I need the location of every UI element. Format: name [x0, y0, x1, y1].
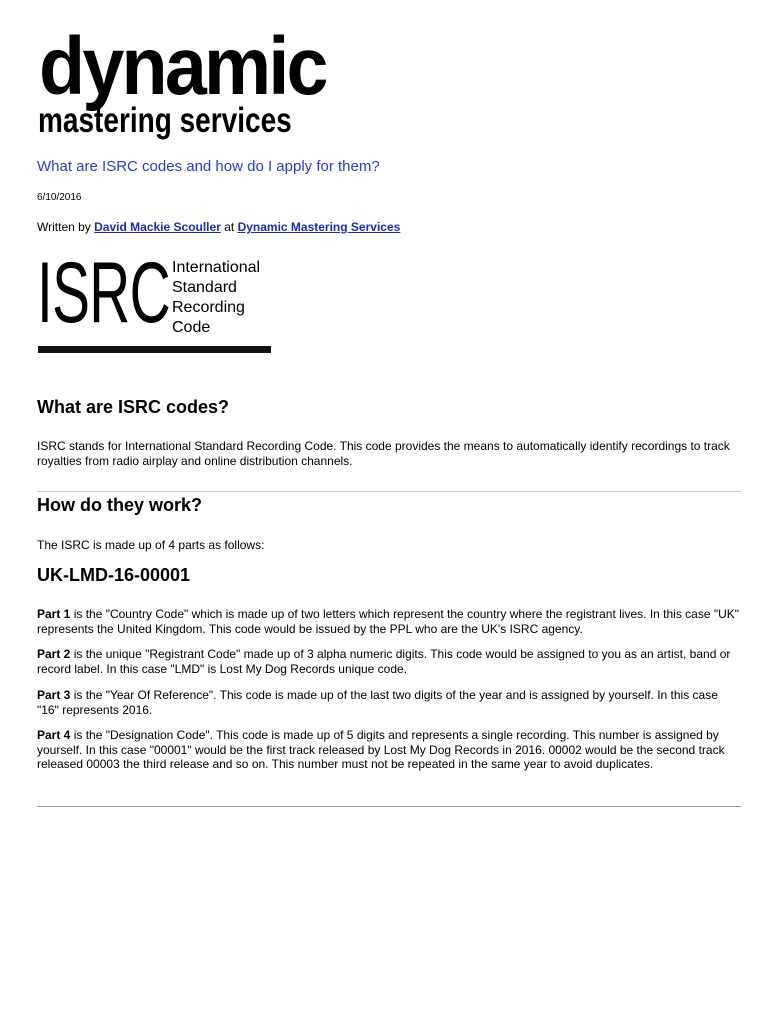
- isrc-logo-letters: ISRC: [37, 245, 170, 341]
- company-logo: [37, 21, 347, 140]
- article-title-link[interactable]: What are ISRC codes and how do I apply for them?: [37, 158, 380, 175]
- part-label: Part 2: [37, 647, 71, 661]
- part-text: is the "Country Code" which is made up of two letters which represent the country where the registrant lives. In this case "UK" represents the United Kingdom. This code would be issued by the PPL who are the UK's ISRC agency.: [37, 607, 740, 636]
- part-paragraph: [37, 607, 741, 636]
- isrc-logo-bar: [38, 346, 271, 353]
- byline: [37, 219, 400, 235]
- isrc-word: International: [172, 259, 261, 276]
- isrc-word: Recording: [172, 299, 245, 316]
- part-paragraph: [37, 647, 741, 676]
- part-text: is the unique "Registrant Code" made up of 3 alpha numeric digits. This code would be assigned to you as an artist, band or record label. In this case "LMD" is Lost My Dog Records unique code.: [37, 647, 731, 676]
- logo-line-mastering-services: mastering services: [38, 101, 292, 140]
- logo-line-dynamic: dynamic: [39, 21, 326, 112]
- part-label: Part 1: [37, 607, 71, 621]
- byline-prefix: Written by: [37, 220, 95, 234]
- part-paragraph: [37, 728, 741, 772]
- isrc-word: Code: [172, 319, 211, 336]
- section-heading-how: How do they work?: [37, 495, 203, 515]
- section-how-intro: The ISRC is made up of 4 parts as follows:: [37, 538, 265, 552]
- publish-date: 6/10/2016: [37, 192, 82, 203]
- section-what-text: ISRC stands for International Standard Recording Code. This code provides the means to automatically identify recordings to track royalties from radio airplay and online distribution channels.: [37, 439, 730, 468]
- isrc-example-code: UK-LMD-16-00001: [37, 565, 191, 585]
- part-paragraph: [37, 688, 741, 717]
- isrc-word: Standard: [172, 279, 237, 296]
- part-text: is the "Designation Code". This code is made up of 5 digits and represents a single recording. This number is assigned by yourself. In this case "00001" would be the first track released by Lost My Dog Records in 2016. 00002 would be the second track released 00003 the third release and so on. This number must not be repeated in the same year to avoid duplicates.: [37, 728, 725, 771]
- part-label: Part 3: [37, 688, 71, 702]
- section-heading-what: What are ISRC codes?: [37, 397, 230, 417]
- part-text: is the "Year Of Reference". This code is made up of the last two digits of the year and is assigned by yourself. In this case "16" represents 2016.: [37, 688, 718, 717]
- company-link[interactable]: Dynamic Mastering Services: [237, 220, 401, 234]
- divider: [37, 491, 741, 492]
- isrc-logo: [37, 245, 277, 356]
- part-label: Part 4: [37, 728, 71, 742]
- byline-middle: at: [220, 220, 238, 234]
- isrc-logo-words: [172, 258, 260, 338]
- divider: [37, 806, 741, 807]
- author-link[interactable]: David Mackie Scouller: [94, 220, 221, 234]
